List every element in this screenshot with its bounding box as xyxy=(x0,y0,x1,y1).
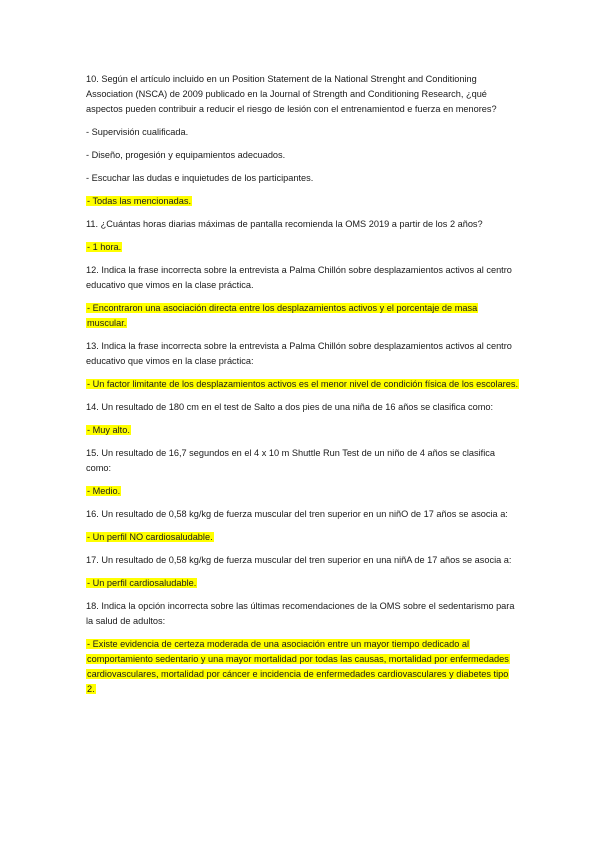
answer-16 xyxy=(86,530,519,545)
option-10-c: - Escuchar las dudas e inquietudes de los participantes. xyxy=(86,173,314,183)
answer-10 xyxy=(86,194,519,209)
question-10: 10. Según el artículo incluido en un Position Statement de la National Strenght and Conditioning Association (NSCA) de 2009 publicado en la Journal of Strength and Conditioning Research, ¿qué aspectos pueden contribuir a reducir el riesgo de lesión con el entrenamientod e fuerza en menores? xyxy=(86,74,497,114)
answer-18 xyxy=(86,637,519,697)
question-15: 15. Un resultado de 16,7 segundos en el 4 x 10 m Shuttle Run Test de un niño de 4 años se clasifica como: xyxy=(86,448,495,473)
answer-13 xyxy=(86,377,519,392)
answer-11-highlight: - 1 hora. xyxy=(87,242,122,252)
answer-14 xyxy=(86,423,519,438)
answer-15 xyxy=(86,484,519,499)
question-16: 16. Un resultado de 0,58 kg/kg de fuerza muscular del tren superior en un niñO de 17 años se asocia a: xyxy=(86,509,508,519)
answer-14-highlight: - Muy alto. xyxy=(87,425,130,435)
question-13: 13. Indica la frase incorrecta sobre la entrevista a Palma Chillón sobre desplazamientos activos al centro educativo que vimos en la clase práctica: xyxy=(86,341,512,366)
question-11: 11. ¿Cuántas horas diarias máximas de pantalla recomienda la OMS 2019 a partir de los 2 años? xyxy=(86,219,483,229)
question-12: 12. Indica la frase incorrecta sobre la entrevista a Palma Chillón sobre desplazamientos activos al centro educativo que vimos en la clase práctica. xyxy=(86,265,512,290)
answer-17 xyxy=(86,576,519,591)
answer-18-highlight: - Existe evidencia de certeza moderada de una asociación entre un mayor tiempo dedicado al comportamiento sedentario y una mayor mortalidad por todas las causas, mortalidad por enfermedades cardiovasculares, mortalidad por cáncer e incidencia de enfermedades cardiovasculares y diabetes tipo 2. xyxy=(87,639,509,694)
question-18: 18. Indica la opción incorrecta sobre las últimas recomendaciones de la OMS sobre el sedentarismo para la salud de adultos: xyxy=(86,601,515,626)
answer-12-highlight: - Encontraron una asociación directa entre los desplazamientos activos y el porcentaje de masa muscular. xyxy=(87,303,478,328)
answer-13-highlight: - Un factor limitante de los desplazamientos activos es el menor nivel de condición física de los escolares. xyxy=(87,379,519,389)
option-10-a: - Supervisión cualificada. xyxy=(86,127,189,137)
answer-12 xyxy=(86,301,519,331)
answer-10-highlight: - Todas las mencionadas. xyxy=(87,196,192,206)
answer-16-highlight: - Un perfil NO cardiosaludable. xyxy=(87,532,213,542)
question-17: 17. Un resultado de 0,58 kg/kg de fuerza muscular del tren superior en una niñA de 17 años se asocia a: xyxy=(86,555,512,565)
option-10-b: - Diseño, progesión y equipamientos adecuados. xyxy=(86,150,286,160)
question-14: 14. Un resultado de 180 cm en el test de Salto a dos pies de una niña de 16 años se clasifica como: xyxy=(86,402,494,412)
answer-17-highlight: - Un perfil cardiosaludable. xyxy=(87,578,197,588)
answer-11 xyxy=(86,240,519,255)
answer-15-highlight: - Medio. xyxy=(87,486,121,496)
